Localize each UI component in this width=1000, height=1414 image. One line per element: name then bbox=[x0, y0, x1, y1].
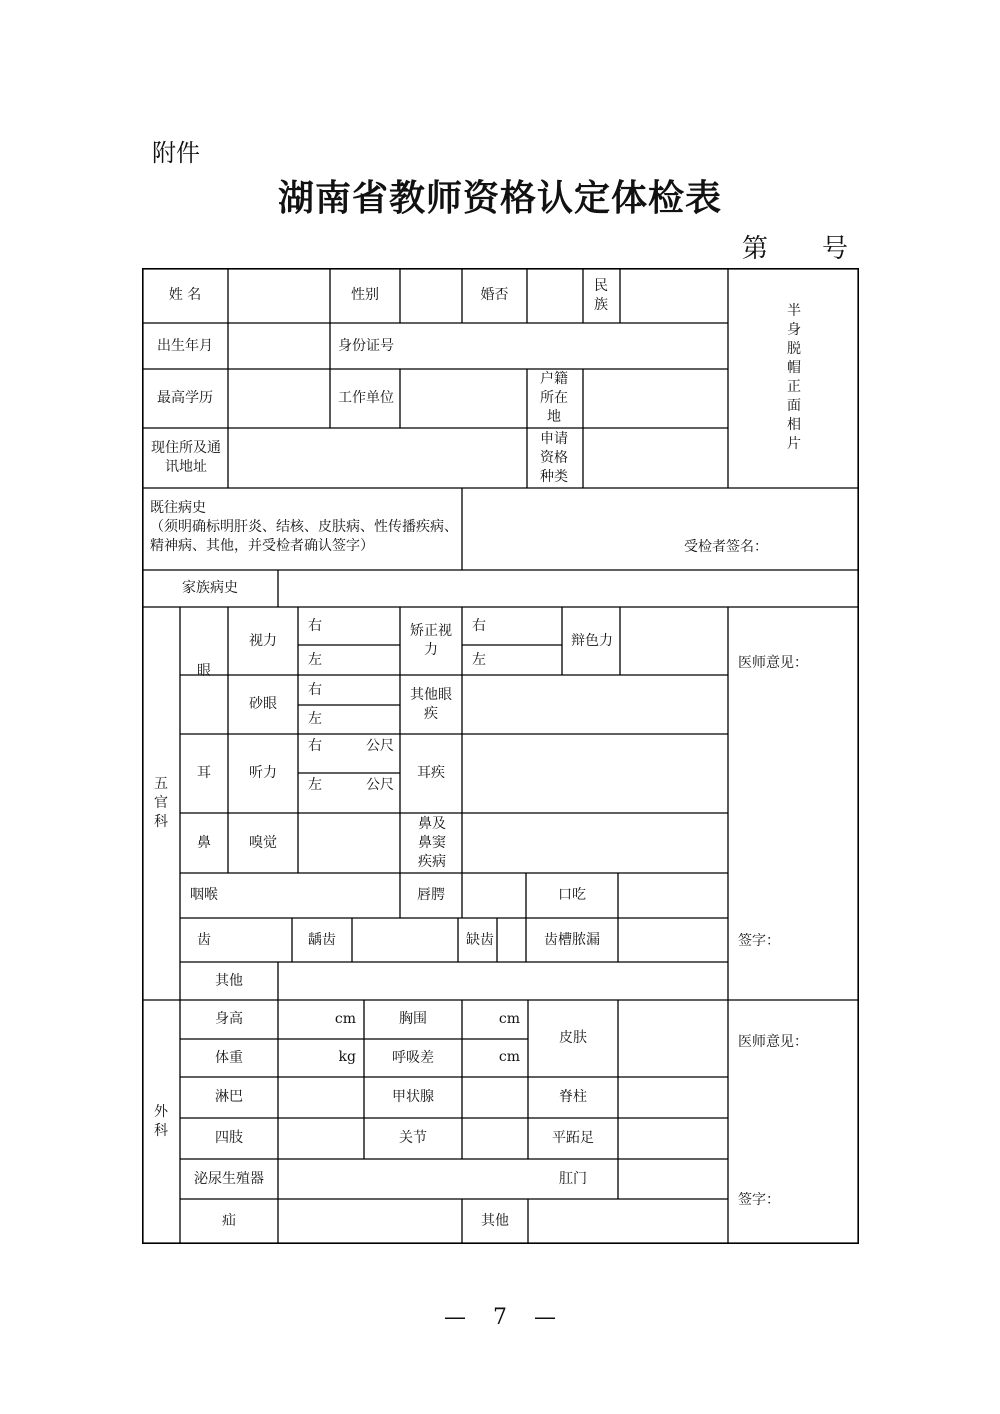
label-trachoma-right: 右 bbox=[308, 682, 322, 698]
hearing-left-unit: 公尺 bbox=[366, 777, 394, 793]
input-household[interactable] bbox=[583, 369, 728, 428]
label-corrected-vision: 矫正视力 bbox=[410, 623, 452, 658]
photo-box-label: 半身脱帽正面相片 bbox=[787, 303, 801, 452]
label-vision: 视力 bbox=[249, 632, 277, 649]
label-breath: 呼吸差 bbox=[392, 1049, 434, 1066]
label-birth: 出生年月 bbox=[157, 337, 213, 354]
label-employer: 工作单位 bbox=[338, 390, 394, 406]
weight-unit: kg bbox=[338, 1049, 356, 1065]
input-id-card[interactable] bbox=[400, 323, 728, 369]
label-other-eye: 其他眼疾 bbox=[410, 686, 452, 722]
label-gender: 性别 bbox=[351, 287, 379, 303]
input-ethnicity[interactable] bbox=[620, 268, 728, 323]
chest-unit: cm bbox=[498, 1011, 520, 1027]
label-height: 身高 bbox=[215, 1011, 243, 1027]
label-education: 最高学历 bbox=[157, 390, 213, 406]
label-marital: 婚否 bbox=[480, 287, 509, 303]
label-palate: 唇腭 bbox=[417, 887, 445, 903]
form-title: 湖南省教师资格认定体检表 bbox=[277, 177, 722, 219]
label-corrected-left: 左 bbox=[472, 652, 486, 668]
label-hernia: 疝 bbox=[222, 1212, 236, 1229]
label-sinus: 鼻及鼻窦疾病 bbox=[418, 815, 446, 870]
input-address[interactable] bbox=[228, 428, 527, 488]
input-gender[interactable] bbox=[400, 268, 462, 323]
exam-form-table bbox=[142, 268, 859, 1244]
label-flatfoot: 平跖足 bbox=[552, 1130, 594, 1146]
label-trachoma: 砂眼 bbox=[249, 696, 277, 712]
input-marital[interactable] bbox=[527, 268, 583, 323]
input-qualification[interactable] bbox=[583, 428, 728, 488]
input-name[interactable] bbox=[228, 268, 330, 323]
label-ear-disease: 耳疾 bbox=[417, 765, 445, 781]
label-weight: 体重 bbox=[215, 1049, 243, 1066]
label-color-vision: 辩色力 bbox=[571, 632, 613, 649]
label-trachoma-left: 左 bbox=[308, 711, 322, 727]
surgery-doctor-opinion-label: 医师意见： bbox=[738, 1034, 808, 1050]
input-birth[interactable] bbox=[228, 323, 330, 369]
label-qualification: 申请资格种类 bbox=[540, 430, 568, 485]
eye-doctor-opinion-label: 医师意见： bbox=[738, 655, 808, 671]
label-joints: 关节 bbox=[399, 1130, 427, 1146]
label-caries: 龋齿 bbox=[308, 931, 336, 948]
past-history-note: （须明确标明肝炎、结核、皮肤病、性传播疾病、精神病、其他，并受检者确认签字） bbox=[150, 519, 458, 554]
label-smell: 嗅觉 bbox=[249, 834, 277, 851]
label-missing-teeth: 缺齿 bbox=[466, 931, 494, 948]
label-teeth: 齿 bbox=[197, 931, 211, 948]
label-urogenital: 泌尿生殖器 bbox=[194, 1170, 264, 1187]
label-family-history: 家族病史 bbox=[182, 580, 238, 596]
page-dash-right: — bbox=[534, 1305, 556, 1330]
hearing-right-label: 右 bbox=[308, 738, 322, 754]
label-thyroid: 甲状腺 bbox=[392, 1089, 434, 1105]
label-eye: 眼 bbox=[197, 662, 211, 679]
label-other-surgery: 其他 bbox=[481, 1212, 509, 1229]
label-limbs: 四肢 bbox=[215, 1130, 243, 1146]
label-vision-right: 右 bbox=[308, 618, 322, 634]
hearing-right-unit: 公尺 bbox=[366, 738, 394, 754]
section-five-organs: 五官科 bbox=[154, 776, 168, 830]
page-number-value: 7 bbox=[493, 1305, 507, 1330]
input-employer[interactable] bbox=[400, 369, 527, 428]
page-number bbox=[0, 1305, 1000, 1330]
label-skin: 皮肤 bbox=[559, 1030, 587, 1046]
label-ear: 耳 bbox=[197, 765, 211, 781]
height-unit: cm bbox=[334, 1011, 356, 1027]
label-address: 现住所及通讯地址 bbox=[151, 440, 221, 475]
breath-unit: cm bbox=[498, 1049, 520, 1065]
page-dash-left: — bbox=[444, 1305, 466, 1330]
label-other-five: 其他 bbox=[215, 972, 243, 989]
label-anus: 肛门 bbox=[559, 1170, 587, 1187]
five-organs-sign-label: 签字： bbox=[738, 933, 780, 949]
label-name: 姓 名 bbox=[168, 287, 202, 303]
label-vision-left: 左 bbox=[308, 652, 322, 668]
surgery-sign-label: 签字： bbox=[738, 1192, 780, 1208]
patient-signature-label: 受检者签名： bbox=[684, 539, 768, 555]
attachment-label: 附件 bbox=[152, 139, 200, 167]
label-household: 户籍所在地 bbox=[540, 371, 568, 425]
hearing-left bbox=[308, 776, 394, 795]
number-label: 第 bbox=[742, 234, 769, 264]
section-surgery: 外科 bbox=[154, 1103, 168, 1139]
label-corrected-right: 右 bbox=[472, 618, 486, 634]
input-past-history[interactable] bbox=[462, 488, 859, 570]
label-lymph: 淋巴 bbox=[215, 1089, 243, 1105]
label-nose: 鼻 bbox=[197, 834, 211, 851]
label-id-card: 身份证号 bbox=[338, 337, 394, 354]
label-chest: 胸围 bbox=[399, 1011, 427, 1027]
label-hearing: 听力 bbox=[249, 765, 277, 781]
input-family-history[interactable] bbox=[278, 570, 859, 607]
label-ethnicity: 民族 bbox=[594, 277, 608, 313]
label-past-history: 既往病史 bbox=[150, 500, 206, 516]
label-throat: 咽喉 bbox=[190, 887, 218, 903]
label-spine: 脊柱 bbox=[559, 1089, 587, 1105]
label-stutter: 口吃 bbox=[558, 887, 586, 903]
input-education[interactable] bbox=[228, 369, 330, 428]
number-suffix: 号 bbox=[822, 234, 849, 264]
hearing-left-label: 左 bbox=[308, 777, 322, 793]
label-pyorrhea: 齿槽脓漏 bbox=[544, 931, 600, 948]
hearing-right bbox=[308, 737, 394, 756]
